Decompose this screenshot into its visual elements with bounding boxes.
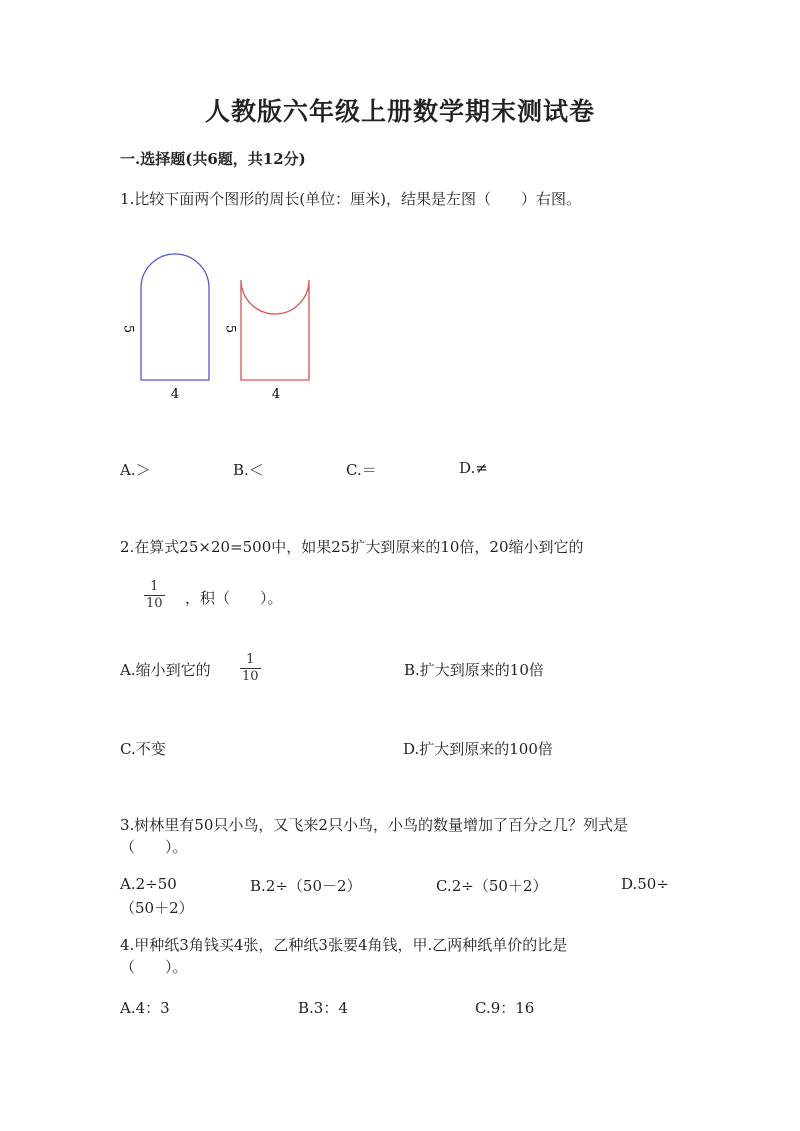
q3-option-a[interactable]: A.2÷50 — [120, 875, 177, 893]
q1-option-b[interactable]: B.＜ — [233, 461, 264, 479]
q3-option-d[interactable]: D.50÷ — [621, 875, 669, 893]
left-width-label: 4 — [170, 387, 180, 402]
q4-option-c[interactable]: C.9：16 — [475, 999, 535, 1017]
q4-option-a[interactable]: A.4：3 — [120, 999, 170, 1017]
page-title: 人教版六年级上册数学期末测试卷 — [204, 97, 595, 126]
question-4-text-cont: （ ）。 — [120, 958, 188, 976]
fraction-numerator: 1 — [246, 652, 255, 667]
right-height-label: 5 — [222, 324, 238, 334]
left-height-label: 5 — [120, 324, 136, 334]
question-2-text-after: ，积（ ）。 — [185, 589, 283, 607]
question-4-text: 4.甲种纸3角钱买4张，乙种纸3张要4角钱，甲.乙两种纸单价的比是 — [120, 936, 568, 954]
q2-option-a[interactable]: A.缩小到它的 — [120, 661, 211, 679]
fraction-numerator: 1 — [150, 579, 159, 594]
q1-option-c[interactable]: C.＝ — [346, 461, 377, 479]
q2-option-d[interactable]: D.扩大到原来的100倍 — [403, 740, 553, 758]
q4-option-b[interactable]: B.3：4 — [298, 999, 348, 1017]
fraction-denominator: 10 — [242, 669, 259, 684]
right-width-label: 4 — [271, 387, 281, 402]
q1-option-d[interactable]: D.≠ — [459, 459, 488, 477]
fraction-denominator: 10 — [146, 596, 163, 611]
q2-option-b[interactable]: B.扩大到原来的10倍 — [404, 661, 544, 679]
question-3-text-cont: （ ）。 — [120, 838, 188, 856]
left-arch-shape — [141, 254, 209, 380]
q3-option-c[interactable]: C.2÷（50＋2） — [436, 877, 548, 895]
question-1-text: 1.比较下面两个图形的周长(单位：厘米)，结果是左图（ ）右图。 — [120, 190, 582, 208]
question-3-text: 3.树林里有50只小鸟，又飞来2只小鸟，小鸟的数量增加了百分之几？列式是 — [120, 816, 628, 834]
q1-option-a[interactable]: A.＞ — [120, 461, 151, 479]
section-heading: 一.选择题(共6题，共12分) — [120, 150, 306, 168]
q2-option-a-fraction — [240, 653, 261, 684]
question-2-text: 2.在算式25×20=500中，如果25扩大到原来的10倍，20缩小到它的 — [120, 538, 584, 556]
question-2-fraction — [144, 580, 165, 611]
q2-option-c[interactable]: C.不变 — [120, 740, 166, 758]
q3-option-b[interactable]: B.2÷（50－2） — [250, 877, 362, 895]
right-notched-shape — [241, 280, 309, 380]
q3-option-d-cont: （50＋2） — [120, 899, 194, 917]
perimeter-figures — [110, 245, 330, 405]
